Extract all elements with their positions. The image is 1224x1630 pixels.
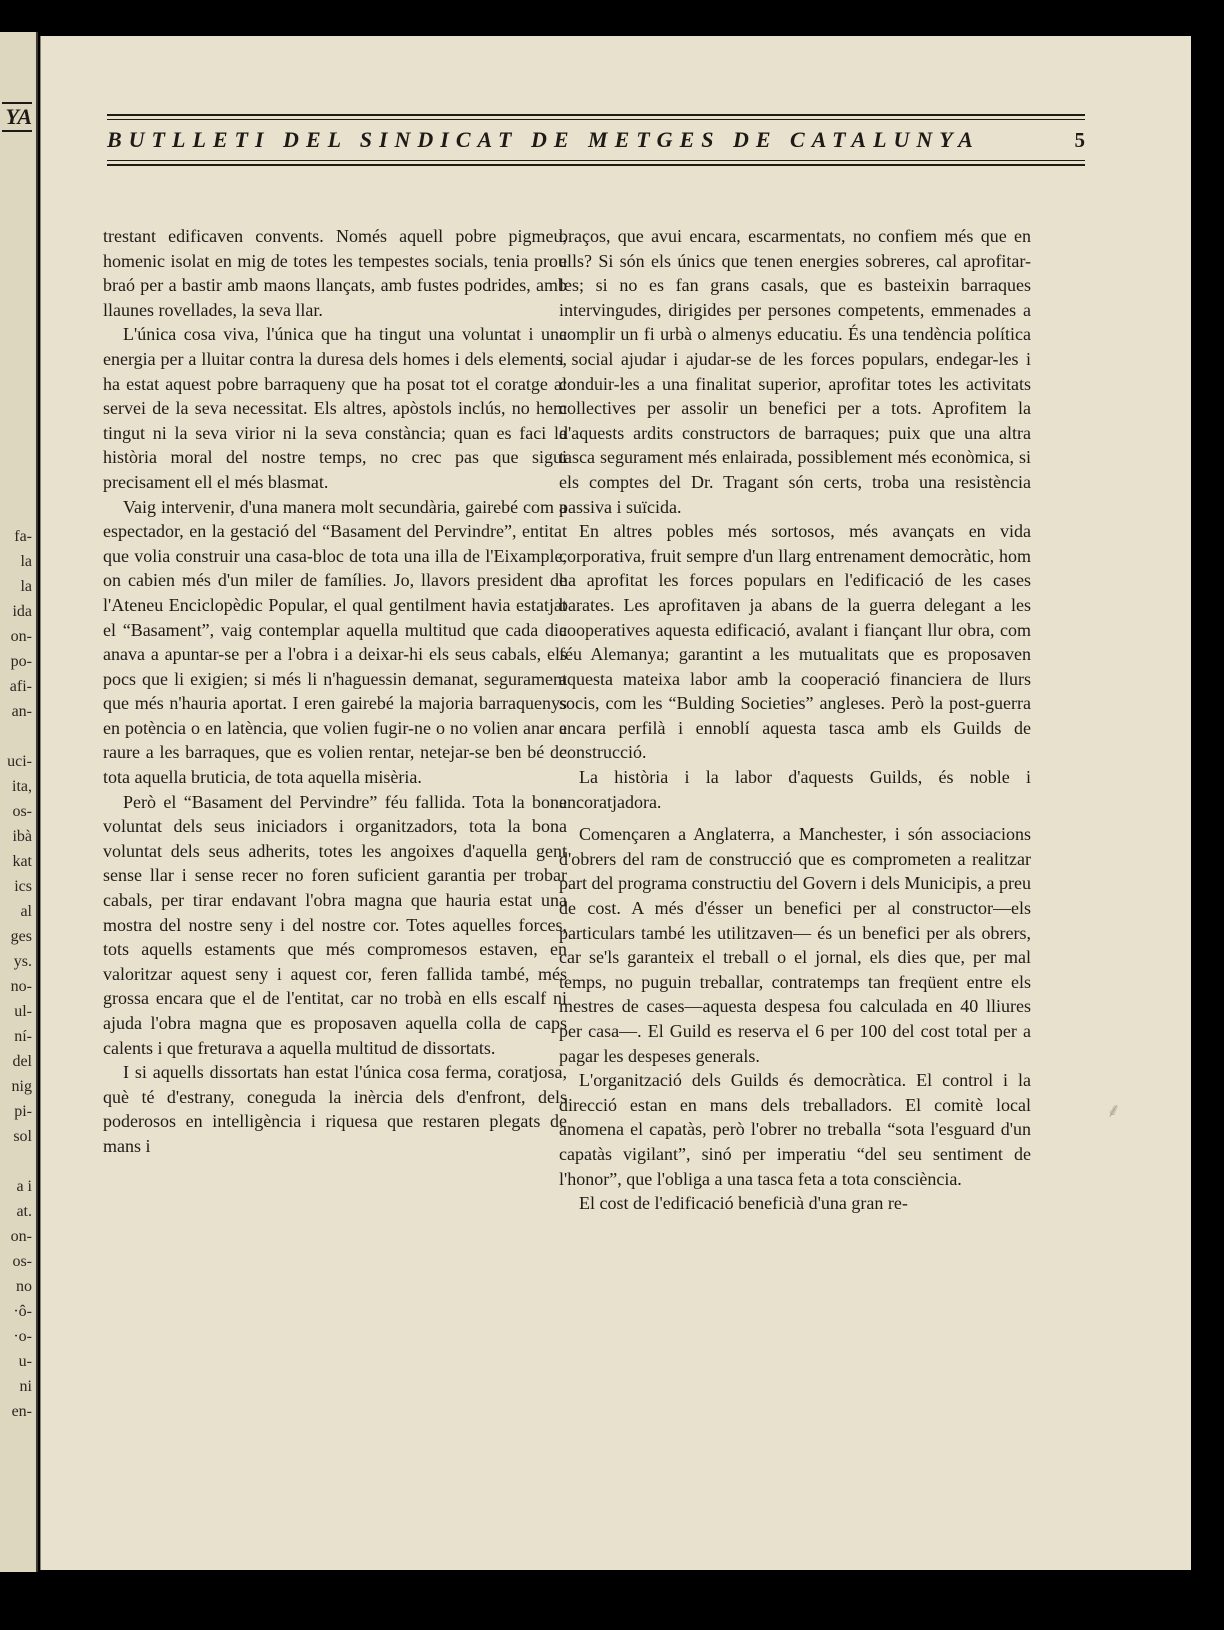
previous-page-edge [0, 32, 38, 1572]
margin-fragment: fa- [14, 528, 32, 545]
header-rule-top [107, 114, 1085, 116]
margin-fragment [7, 1149, 32, 1174]
paragraph: Però el “Basament del Pervindre” féu fallida. Tota la bona voluntat dels seus iniciadors i organitzadors, tota la bona voluntat dels seus adherits, totes les angoixes d'aquella gent sense llar i sense recer no foren suficient garantia per trobar cabals, per tirar endavant l'obra magna que hauria estat una mostra del nostre seny i del nostre cor. Totes aquelles forces, tots aquells estaments que més compromesos estaven, en valoritzar aquest seny i aquest cor, feren fallida també, més grossa encara que el de l'entitat, car no trobà en ells escalf ni ajuda l'obra magna que es proposaven aquella colla de caps calents i que freturava a aquella multitud de dissortats. [103, 791, 567, 1058]
margin-fragment: no [16, 1278, 32, 1295]
margin-fragment: u- [18, 1353, 32, 1370]
margin-fragment [7, 724, 32, 749]
margin-fragment: en- [11, 1403, 32, 1420]
margin-fragment: ni [19, 1378, 32, 1395]
journal-title: BUTLLETI DEL SINDICAT DE METGES DE CATALUNYA [107, 127, 980, 152]
margin-fragment: ibà [12, 828, 32, 845]
paragraph: L'única cosa viva, l'única que ha tingut una voluntat i una energia per a lluitar contra la duresa dels homes i dels elements, ha estat aquest pobre barraqueny que ha posat tot el coratge al servei de la seva necessitat. Els altres, apòstols inclús, no hem tingut ni la seva virior ni la seva constància; quan es faci la història moral del nostre temps, no crec pas que sigui precisament ell el més blasmat. [103, 324, 567, 492]
paragraph: El cost de l'edificació beneficià d'una gran re- [579, 1193, 908, 1214]
margin-fragment: uci- [7, 753, 32, 770]
page-number: 5 [1074, 127, 1085, 152]
paragraph: En altres pobles més sortosos, més avançats en vida corporativa, fruit sempre d'un llarg entrenament democràtic, hom ha aprofitat les forces populars en l'edificació de les cases barates. Les aprofitaven ja abans de la guerra delegant a les cooperatives aquesta edificació, avalant i fiançant llur obra, com féu Alemanya; garantint a les mutualitats que es proposaven aquesta mateixa labor amb la cooperació financiera de llurs socis, com les “Bulding Societies” angleses. Però la post-guerra encara perfilà i ennoblí aquesta tasca amb els Guilds de construcció. [559, 521, 1031, 763]
margin-fragment: nig [11, 1078, 32, 1095]
margin-fragment: del [12, 1053, 32, 1070]
margin-fragment: ·o- [13, 1328, 32, 1345]
margin-fragment: at. [16, 1203, 32, 1220]
text-column-left [103, 224, 567, 1159]
paragraph: L'organització dels Guilds és democràtica. El control i la direcció estan en mans dels treballadors. El comitè local anomena el capatàs, però l'obrer no treballa “sota l'esguard d'un capatàs vigilant”, sinó per imperatiu “del seu sentiment de l'honor”, que l'obliga a una tasca feta a tota consciència. [559, 1070, 1031, 1189]
header-rule-bottom [107, 164, 1085, 166]
margin-fragment: ·ô- [13, 1303, 32, 1320]
previous-page-header-fragment: YA [2, 102, 32, 132]
text-column-right [559, 224, 1031, 1216]
margin-fragment: la [20, 553, 32, 570]
margin-fragment: po- [10, 653, 32, 670]
margin-fragment: la [20, 578, 32, 595]
journal-page [40, 36, 1191, 1570]
paragraph: Començaren a Anglaterra, a Manchester, i són associacions d'obrers del ram de construcció que es comprometen a realitzar part del programa constructiu del Govern i dels Municipis, a preu de cost. A més d'ésser un benefici per al constructor—els particulars també les utilitzaven— és un benefici per als obrers, car se'ls garanteix el treball o el jornal, els dies que, per mal temps, no puguin treballar, contratemps tan freqüent entre els mestres de cases—aquesta despesa fou calculada en 40 lliures per casa—. El Guild es reserva el 6 per 100 del cost total per a pagar les despeses generals. [559, 824, 1031, 1066]
paragraph: trestant edificaven convents. Només aquell pobre pigmeu, homenic isolat en mig de totes les tempestes socials, tenia prou braó per a bastir amb maons llançats, amb fustes podrides, amb llaunes rovellades, la seva llar. [103, 226, 567, 320]
margin-fragment: ys. [13, 953, 32, 970]
previous-page-margin-fragments [7, 524, 32, 1424]
margin-fragment: ics [14, 878, 32, 895]
margin-fragment: os- [12, 803, 32, 820]
margin-fragment: a i [16, 1178, 32, 1195]
paragraph: La història i la labor d'aquests Guilds, és noble i encoratjadora. [559, 767, 1031, 812]
margin-fragment: ul- [14, 1003, 32, 1020]
header-rule-bottom-thin [107, 160, 1085, 161]
margin-fragment: ita, [12, 778, 32, 795]
margin-fragment: sol [13, 1128, 32, 1145]
paragraph: Vaig intervenir, d'una manera molt secundària, gairebé com a espectador, en la gestació del “Basament del Pervindre”, entitat que volia construir una casa-bloc de tota una illa de l'Eixample, on cabien més d'un miler de famílies. Jo, llavors president de l'Ateneu Enciclopèdic Popular, el qual gentilment havia estatjat el “Basament”, vaig contemplar aquella multitud que cada dia anava a apuntar-se per a l'obra i a deixar-hi els seus cabals, els pocs que li exigien; si més li n'haguessin demanat, segurament que més n'hauria aportat. I eren gairebé la majoria barraquenys en potència o en latència, que volien fugir-ne o no volien anar a raure a les barraques, que es volien rentar, netejar-se ben bé de tota aquella bruticia, de tota aquella misèria. [103, 496, 567, 788]
margin-fragment: ní- [14, 1028, 32, 1045]
margin-fragment: kat [12, 853, 32, 870]
margin-fragment: on- [10, 628, 32, 645]
paragraph: braços, que avui encara, escarmentats, no confiem més que en ells? Si són els únics que tenen energies sobreres, cal aprofitar-les; si no es fan grans casals, que es basteixin barraques intervingudes, dirigides per persones competents, emmenades a complir un fi urbà o almenys educatiu. És una tendència política i social ajudar i ajudar-se de les forces populars, endegar-les i conduir-les a una finalitat superior, aprofitar totes les activitats collectives per assolir un benefici per a tots. Aprofitem la d'aquests ardits constructors de barraques; puix que una altra tasca segurament més enlairada, possiblement més econòmica, si els comptes del Dr. Tragant són certs, troba una resistència passiva i suïcida. [559, 226, 1031, 517]
margin-fragment: pi- [14, 1103, 32, 1120]
margin-fragment: afi- [9, 678, 32, 695]
margin-fragment: on- [10, 1228, 32, 1245]
margin-fragment: ida [12, 603, 32, 620]
running-header [107, 114, 1085, 166]
header-line [107, 120, 1085, 160]
margin-fragment: no- [10, 978, 32, 995]
margin-fragment: al [20, 903, 32, 920]
margin-fragment: os- [12, 1253, 32, 1270]
margin-fragment: an- [11, 703, 32, 720]
paper-smudge: ⸙ [1106, 1100, 1121, 1122]
paragraph: I si aquells dissortats han estat l'única cosa ferma, coratjosa, què té d'estrany, coneguda la inèrcia dels d'enfront, dels poderosos en intelligència i riquesa que restaren plegats de mans i [103, 1062, 567, 1156]
margin-fragment: ges [10, 928, 32, 945]
